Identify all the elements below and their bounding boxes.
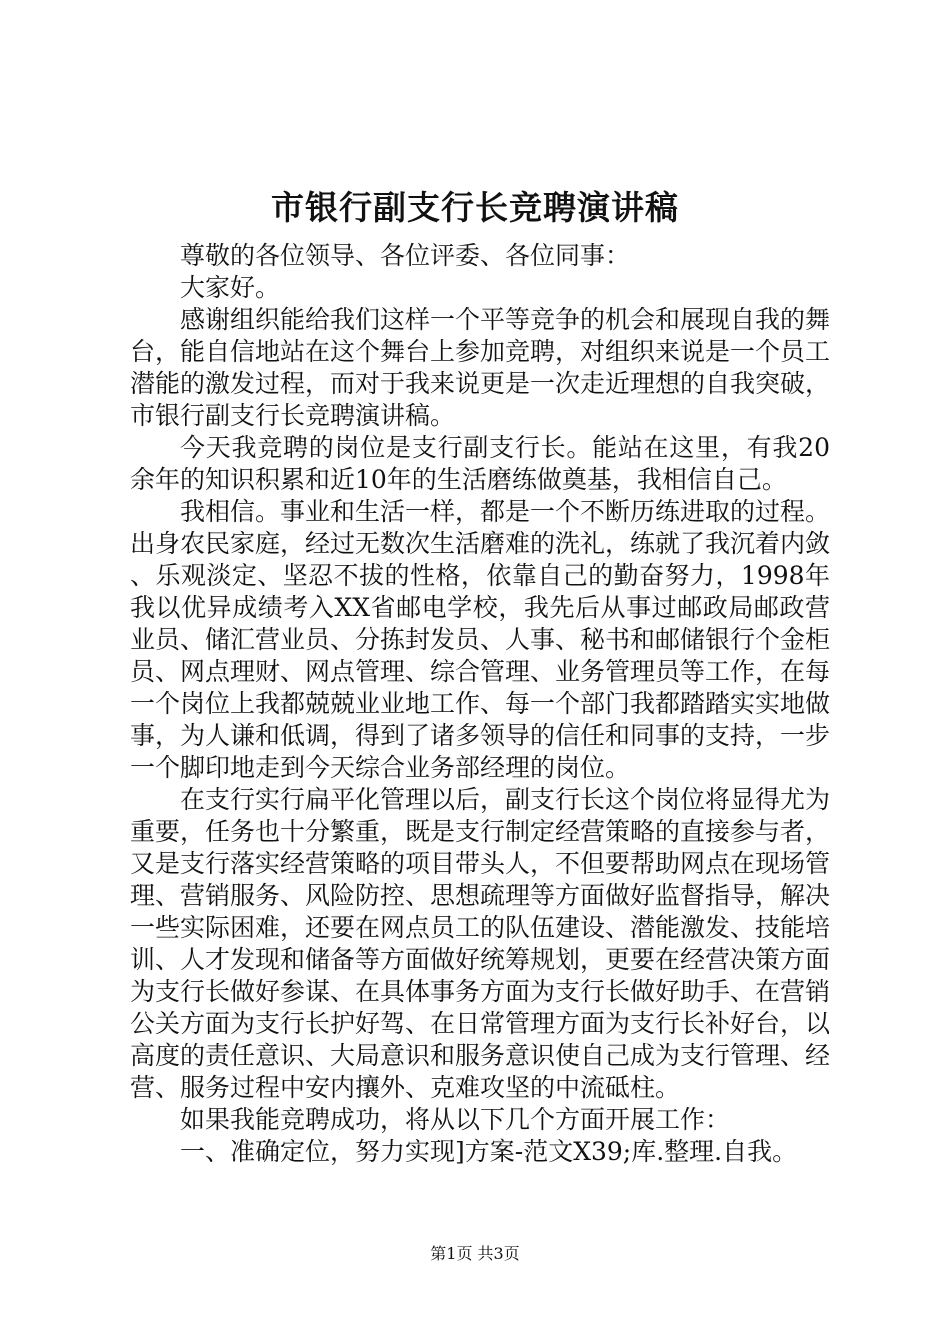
paragraph-plan-item-1: 一、准确定位，努力实现]方案-范文X39;库.整理.自我。 <box>180 1137 798 1166</box>
paragraph-salutation: 尊敬的各位领导、各位评委、各位同事： <box>180 241 631 270</box>
paragraph-experience: 我相信。事业和生活一样，都是一个不断历练进取的过程。出身农民家庭，经过无数次生活磨难的洗礼，练就了我沉着内敛、乐观淡定、坚忍不拔的性格，依靠自己的勤奋努力，1998年我以优异成绩考入XX省邮电学校，我先后从事过邮政局邮政营业员、储汇营业员、分拣封发员、人事、秘书和邮储银行个金柜员、网点理财、网点管理、综合管理、业务管理员等工作，在每一个岗位上我都兢兢业业地工作、每一个部门我都踏踏实实地做事，为人谦和低调，得到了诸多领导的信任和同事的支持，一步一个脚印地走到今天综合业务部经理的岗位。 <box>130 497 831 782</box>
paragraph-plan-intro: 如果我能竞聘成功，将从以下几个方面开展工作： <box>180 1105 731 1134</box>
paragraph-thanks: 感谢组织能给我们这样一个平等竞争的机会和展现自我的舞台，能自信地站在这个舞台上参加竞聘，对组织来说是一个员工潜能的激发过程，而对于我来说更是一次走近理想的自我突破，市银行副支行长竞聘演讲稿。 <box>130 305 831 430</box>
page-footer: 第1页 共3页 <box>430 1244 520 1263</box>
paragraph-greeting: 大家好。 <box>180 273 281 302</box>
document-body <box>130 240 830 1168</box>
paragraph-role: 在支行实行扁平化管理以后，副支行长这个岗位将显得尤为重要，任务也十分繁重，既是支行制定经营策略的直接参与者，又是支行落实经营策略的项目带头人，不但要帮助网点在现场管理、营销服务、风险防控、思想疏理等方面做好监督指导，解决一些实际困难，还要在网点员工的队伍建设、潜能激发、技能培训、人才发现和储备等方面做好统筹规划，更要在经营决策方面为支行长做好参谋、在具体事务方面为支行长做好助手、在营销公关方面为支行长护好驾、在日常管理方面为支行长补好台，以高度的责任意识、大局意识和服务意识使自己成为支行管理、经营、服务过程中安内攘外、克难攻坚的中流砥柱。 <box>130 785 831 1102</box>
paragraph-position: 今天我竞聘的岗位是支行副支行长。能站在这里，有我20余年的知识积累和近10年的生活磨练做奠基，我相信自己。 <box>130 433 830 494</box>
document-title: 市银行副支行长竞聘演讲稿 <box>271 188 679 227</box>
